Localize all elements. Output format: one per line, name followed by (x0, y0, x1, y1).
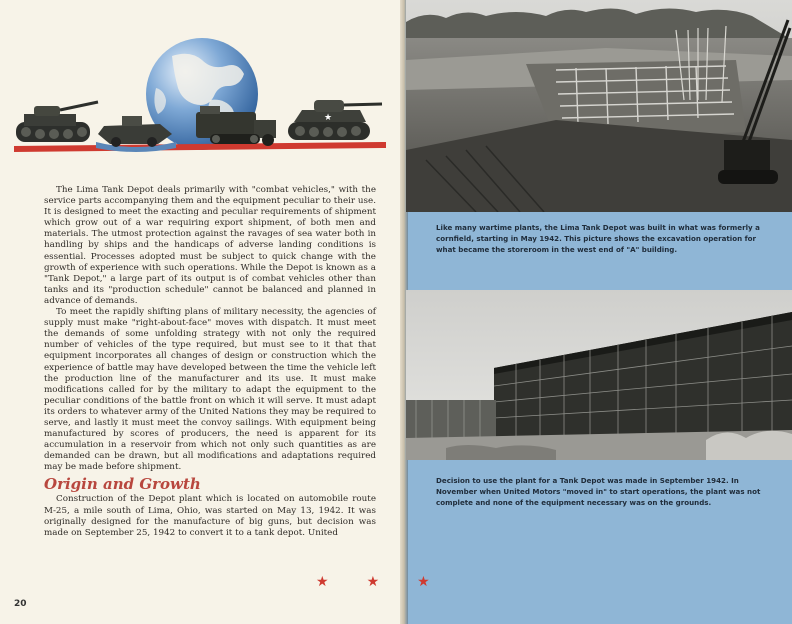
page-number: 20 (14, 599, 27, 609)
star-icon: ★ (366, 574, 380, 590)
svg-text:★: ★ (323, 113, 333, 123)
caption-top: Like many wartime plants, the Lima Tank Depot was built in what was formerly a cornfield, starting in May 1942. This picture shows the excavation operation for what became the storeroom in the west end of "A" building. (436, 223, 760, 254)
body-text (44, 185, 376, 539)
paragraph-2: To meet the rapidly shifting plans of military necessity, the agencies of supply must make "right-about-face" moves with dispatch. It must meet the demands of some unfolding strategy with not only the required number of vehicles of the type required, but must see to it that that equipment incorporates all changes of design or construction which the experience of battle may have developed between the time the vehicle left the production line of the manufacturer and its use. It must make modifications called for by the military to adapt the equipment to the peculiar conditions of the battle front on which it will serve. It must adapt its orders to whatever army of the United Nations they may be required to serve, and lastly it must meet the convoy sailings. With equipment being manufactured by scores of producers, the need is apparent for its accumulation in a reservoir from which not only such quantities as are demanded can be drawn, but all modifications and adaptations required may be made before shipment. (44, 307, 376, 473)
star-icon: ★ (417, 574, 430, 590)
tank-destroyer-icon (16, 102, 98, 142)
building-photo (406, 290, 792, 460)
star-row (316, 574, 456, 590)
excavation-photo (406, 0, 792, 212)
sherman-tank-icon (288, 100, 382, 140)
globe-vehicles-illustration (10, 38, 390, 160)
caption-bottom: Decision to use the plant for a Tank Depot was made in September 1942. In November when United Motors "moved in" to start operations, the plant was not complete and none of the equipment necessary was on the grounds. (436, 476, 761, 507)
section-heading: Origin and Growth (44, 475, 201, 494)
star-icon: ★ (316, 574, 329, 590)
paragraph-1: The Lima Tank Depot deals primarily with "combat vehicles," with the service parts accompanying them and the equipment peculiar to their use. It is designed to meet the exacting and peculiar requirements of shipment which grow out of a war requiring export shipment, of both men and materials. The utmost protection against the ravages of sea water both in handling by ships and the handicaps of adverse landing conditions is essential. Processes adopted must be subject to quick change with the growth of experience with such operations. While the Depot is known as a "Tank Depot," a large part of its output is of combat vehicles other than tanks and its "production schedule" cannot be balanced and planned in advance of demands. (44, 185, 376, 306)
section-paragraph: Construction of the Depot plant which is located on automobile route M-25, a mile south of Lima, Ohio, was started on May 13, 1942. It was originally designed for the manufacture of big guns, but decision was made on September 25, 1942 to convert it to a tank depot. United (44, 494, 376, 538)
